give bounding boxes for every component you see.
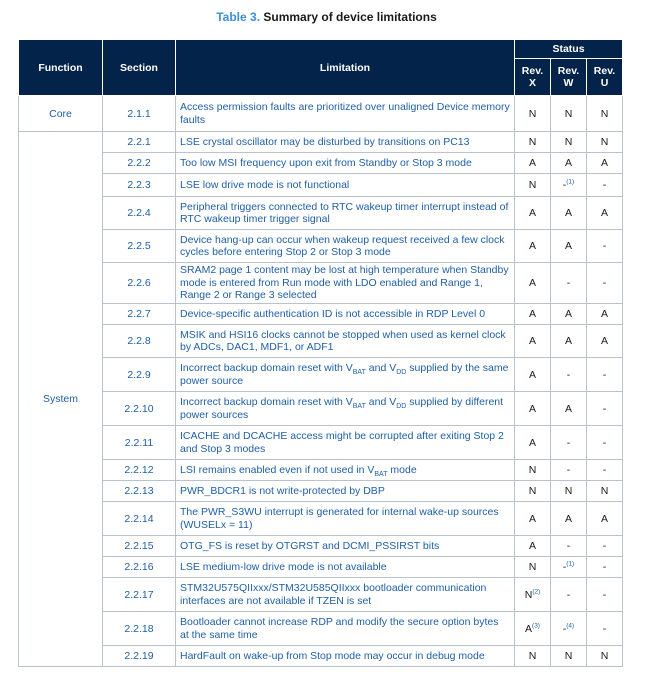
limitation-text: Peripheral triggers connected to RTC wakeup timer interrupt instead of RTC wakeup timer trigger signal — [180, 200, 509, 225]
table-row — [19, 230, 623, 263]
header-limitation: Limitation — [176, 40, 515, 96]
status-value: A — [528, 540, 536, 552]
section-cell: 2.2.19 — [103, 646, 176, 667]
status-rev-u — [587, 304, 623, 325]
status-rev-w — [551, 481, 587, 502]
status-value: - — [602, 240, 607, 252]
status-value: N — [528, 179, 537, 191]
section-cell: 2.2.18 — [103, 612, 176, 646]
limitation-cell — [176, 460, 515, 481]
status-rev-u — [587, 153, 623, 174]
status-rev-w — [551, 153, 587, 174]
status-value: A — [564, 335, 572, 347]
status-rev-u — [587, 325, 623, 358]
limitation-cell — [176, 153, 515, 174]
status-value: N — [600, 107, 609, 120]
table-row — [19, 502, 623, 536]
status-rev-x — [515, 536, 551, 557]
limitation-text: and V — [365, 362, 397, 374]
footnote-ref: (4) — [566, 622, 575, 629]
status-value: N — [564, 107, 573, 120]
status-value: - — [566, 368, 571, 381]
table-header — [19, 40, 623, 96]
table-row — [19, 536, 623, 557]
subscript-text: BAT — [374, 470, 388, 478]
status-value: A — [528, 402, 536, 415]
status-value: A — [525, 622, 533, 635]
header-rev-x — [515, 59, 551, 96]
limitation-text: PWR_BDCR1 is not write-protected by DBP — [180, 484, 385, 497]
status-rev-w — [551, 230, 587, 263]
section-cell: 2.2.3 — [103, 174, 176, 197]
status-value: A — [528, 308, 536, 320]
limitation-text: LSE crystal oscillator may be disturbed by transitions on PC13 — [180, 135, 470, 148]
section-cell: 2.2.10 — [103, 392, 176, 426]
header-rev-u-line2: U — [600, 77, 609, 89]
status-value: A — [528, 436, 536, 449]
limitation-cell — [176, 197, 515, 230]
limitation-text: Incorrect backup domain reset with V — [180, 396, 353, 408]
subscript-text: DD — [396, 403, 407, 411]
limitation-text: SRAM2 page 1 content may be lost at high temperature when Standby mode is entered from Run mode with LDO enabled and Range 1, Range 2 or Range 3 selected — [180, 264, 509, 302]
status-rev-u — [587, 197, 623, 230]
limitation-cell — [176, 325, 515, 358]
table-row — [19, 304, 623, 325]
status-rev-w — [551, 536, 587, 557]
status-rev-u — [587, 502, 623, 536]
status-value: - — [566, 277, 571, 289]
section-cell: 2.2.7 — [103, 304, 176, 325]
status-value: A — [600, 512, 608, 525]
header-rev-x-line2: X — [528, 77, 536, 89]
status-value: - — [602, 277, 607, 289]
footnote-ref: (1) — [566, 560, 575, 568]
section-cell: 2.2.14 — [103, 502, 176, 536]
status-value: N — [564, 136, 573, 148]
status-value: - — [602, 436, 607, 449]
limitation-text: Too low MSI frequency upon exit from Standby or Stop 3 mode — [180, 156, 472, 169]
table-row — [19, 612, 623, 646]
status-value: - — [602, 464, 607, 476]
limitation-cell — [176, 481, 515, 502]
status-value: N — [528, 485, 537, 497]
table-row — [19, 646, 623, 667]
limitation-text: Access permission faults are prioritized over unaligned Device memory faults — [180, 101, 510, 126]
table-row — [19, 153, 623, 174]
limitation-cell — [176, 557, 515, 578]
status-value: A — [528, 277, 536, 289]
status-value: A — [564, 157, 572, 169]
limitation-cell — [176, 578, 515, 612]
section-cell: 2.2.9 — [103, 358, 176, 392]
table-row — [19, 325, 623, 358]
status-value: - — [602, 402, 607, 415]
limitation-cell — [176, 230, 515, 263]
table-row — [19, 460, 623, 481]
status-rev-x — [515, 325, 551, 358]
limitation-text: LSE low drive mode is not functional — [180, 178, 350, 191]
table-row — [19, 358, 623, 392]
section-cell: 2.1.1 — [103, 96, 176, 132]
status-rev-x — [515, 132, 551, 153]
status-value: - — [602, 179, 607, 191]
status-rev-u — [587, 578, 623, 612]
limitation-text: and V — [365, 396, 397, 408]
limitation-cell — [176, 392, 515, 426]
status-value: A — [564, 240, 572, 252]
limitation-text: Incorrect backup domain reset with V — [180, 362, 353, 374]
limitation-text: OTG_FS is reset by OTGRST and DCMI_PSSIRST bits — [180, 539, 440, 552]
status-rev-x — [515, 578, 551, 612]
function-cell-system: System — [19, 132, 103, 667]
status-rev-w — [551, 502, 587, 536]
limitation-text: STM32U575QIIxxx/STM32U585QIIxxx bootloader communication interfaces are not available if TZEN is set — [180, 582, 487, 607]
section-cell: 2.2.13 — [103, 481, 176, 502]
table-number: Table 3. — [216, 10, 261, 24]
status-value: A — [528, 157, 536, 169]
section-cell: 2.2.6 — [103, 263, 176, 304]
limitation-text: The PWR_S3WU interrupt is generated for internal wake-up sources (WUSELx = 11) — [180, 506, 499, 531]
status-rev-w — [551, 578, 587, 612]
status-value: N — [564, 485, 573, 497]
status-rev-u — [587, 96, 623, 132]
status-rev-x — [515, 481, 551, 502]
status-value: A — [600, 335, 608, 347]
table-caption — [0, 10, 653, 24]
status-rev-x — [515, 557, 551, 578]
limitation-text: MSIK and HSI16 clocks cannot be stopped when used as kernel clock by ADCs, DAC1, MDF1, or ADF1 — [180, 328, 506, 353]
section-cell: 2.2.16 — [103, 557, 176, 578]
status-rev-x — [515, 96, 551, 132]
table-row — [19, 174, 623, 197]
status-rev-u — [587, 460, 623, 481]
section-cell: 2.2.2 — [103, 153, 176, 174]
status-value: N — [564, 650, 573, 662]
status-value: A — [528, 207, 536, 219]
header-rev-x-line1: Rev. — [521, 65, 544, 77]
table-body — [19, 96, 623, 667]
status-value: A — [564, 308, 572, 320]
status-rev-u — [587, 612, 623, 646]
limitation-cell — [176, 426, 515, 460]
status-rev-u — [587, 174, 623, 197]
header-rev-w-line1: Rev. — [557, 65, 580, 77]
header-rev-w — [551, 59, 587, 96]
limitation-cell — [176, 612, 515, 646]
status-rev-x — [515, 174, 551, 197]
status-rev-w — [551, 646, 587, 667]
section-cell: 2.2.11 — [103, 426, 176, 460]
status-value: A — [564, 512, 572, 525]
limitations-table — [18, 39, 623, 667]
limitation-text: LSE medium-low drive mode is not available — [180, 560, 387, 573]
limitation-cell — [176, 304, 515, 325]
limitation-text: Device hang-up can occur when wakeup request received a few clock cycles before entering Stop 2 or Stop 3 mode — [180, 233, 505, 258]
table-row — [19, 557, 623, 578]
limitation-cell — [176, 132, 515, 153]
header-rev-w-line2: W — [563, 77, 574, 89]
status-rev-w — [551, 325, 587, 358]
status-value: - — [562, 561, 567, 573]
status-rev-x — [515, 502, 551, 536]
status-rev-x — [515, 646, 551, 667]
status-value: N — [528, 561, 537, 573]
limitation-text: supplied by the same power source — [180, 362, 509, 387]
limitation-text: ICACHE and DCACHE access might be corrupted after exiting Stop 2 and Stop 3 modes — [180, 430, 504, 455]
status-rev-w — [551, 426, 587, 460]
status-rev-w — [551, 557, 587, 578]
status-rev-u — [587, 230, 623, 263]
status-rev-u — [587, 536, 623, 557]
status-value: N — [528, 107, 537, 120]
limitation-cell — [176, 358, 515, 392]
section-cell: 2.2.15 — [103, 536, 176, 557]
status-value: - — [602, 368, 607, 381]
table-row — [19, 197, 623, 230]
status-value: A — [600, 308, 608, 320]
status-rev-u — [587, 358, 623, 392]
status-value: - — [566, 588, 571, 601]
status-rev-x — [515, 460, 551, 481]
status-rev-w — [551, 96, 587, 132]
status-value: A — [528, 368, 536, 381]
status-value: A — [600, 207, 608, 219]
footnote-ref: (1) — [566, 178, 575, 186]
status-value: - — [602, 561, 607, 573]
status-value: - — [562, 179, 567, 191]
limitation-text: Device-specific authentication ID is not accessible in RDP Level 0 — [180, 307, 486, 320]
section-cell: 2.2.12 — [103, 460, 176, 481]
status-value: - — [602, 588, 607, 601]
limitation-cell — [176, 96, 515, 132]
section-cell: 2.2.4 — [103, 197, 176, 230]
header-status: Status — [515, 40, 623, 59]
status-rev-w — [551, 263, 587, 304]
subscript-text: BAT — [352, 403, 366, 411]
status-value: A — [564, 402, 572, 415]
status-value: N — [528, 650, 537, 662]
subscript-text: DD — [396, 369, 407, 377]
table-row — [19, 481, 623, 502]
status-rev-u — [587, 392, 623, 426]
table-row — [19, 263, 623, 304]
section-cell: 2.2.17 — [103, 578, 176, 612]
status-rev-x — [515, 612, 551, 646]
status-rev-u — [587, 426, 623, 460]
section-cell: 2.2.1 — [103, 132, 176, 153]
limitation-text: supplied by different power sources — [180, 396, 504, 421]
status-value: A — [528, 335, 536, 347]
header-rev-u-line1: Rev. — [593, 65, 616, 77]
status-rev-w — [551, 392, 587, 426]
status-rev-x — [515, 263, 551, 304]
status-rev-x — [515, 153, 551, 174]
limitation-cell — [176, 536, 515, 557]
footnote-ref: (3) — [532, 622, 540, 629]
status-value: N — [524, 588, 533, 601]
limitation-cell — [176, 174, 515, 197]
status-rev-w — [551, 174, 587, 197]
section-cell: 2.2.5 — [103, 230, 176, 263]
status-value: - — [602, 622, 607, 635]
table-row — [19, 132, 623, 153]
status-rev-u — [587, 646, 623, 667]
subscript-text: BAT — [352, 369, 366, 377]
status-value: - — [566, 540, 571, 552]
status-rev-x — [515, 358, 551, 392]
status-rev-w — [551, 197, 587, 230]
limitation-text: HardFault on wake-up from Stop mode may occur in debug mode — [180, 649, 485, 662]
status-rev-w — [551, 358, 587, 392]
status-rev-x — [515, 230, 551, 263]
status-rev-u — [587, 557, 623, 578]
footnote-ref: (2) — [532, 588, 541, 595]
header-function: Function — [19, 40, 103, 96]
status-value: - — [602, 540, 607, 552]
status-value: N — [528, 464, 537, 476]
limitation-cell — [176, 263, 515, 304]
section-cell: 2.2.8 — [103, 325, 176, 358]
status-value: N — [600, 136, 609, 148]
limitation-cell — [176, 502, 515, 536]
status-rev-w — [551, 304, 587, 325]
table-row — [19, 578, 623, 612]
status-rev-u — [587, 481, 623, 502]
status-rev-x — [515, 426, 551, 460]
table-row — [19, 392, 623, 426]
header-rev-u — [587, 59, 623, 96]
limitation-text: LSI remains enabled even if not used in V — [180, 463, 375, 476]
limitation-cell — [176, 646, 515, 667]
status-value: A — [528, 512, 536, 525]
table-row — [19, 426, 623, 460]
status-value: N — [600, 650, 609, 662]
status-value: A — [564, 207, 572, 219]
status-value: - — [562, 622, 567, 635]
status-value: N — [600, 485, 609, 497]
status-value: - — [566, 464, 571, 476]
status-value: - — [566, 436, 571, 449]
status-rev-x — [515, 304, 551, 325]
status-rev-w — [551, 132, 587, 153]
limitation-text: Bootloader cannot increase RDP and modify the secure option bytes at the same time — [180, 616, 499, 641]
status-rev-x — [515, 392, 551, 426]
table-title: Summary of device limitations — [263, 10, 437, 24]
status-rev-x — [515, 197, 551, 230]
status-value: A — [600, 157, 608, 169]
status-value: N — [528, 136, 537, 148]
status-rev-w — [551, 612, 587, 646]
status-rev-w — [551, 460, 587, 481]
header-section: Section — [103, 40, 176, 96]
status-value: A — [528, 240, 536, 252]
limitation-text: mode — [387, 463, 417, 476]
status-rev-u — [587, 263, 623, 304]
function-cell-core: Core — [19, 96, 103, 132]
status-rev-u — [587, 132, 623, 153]
table-row — [19, 96, 623, 132]
